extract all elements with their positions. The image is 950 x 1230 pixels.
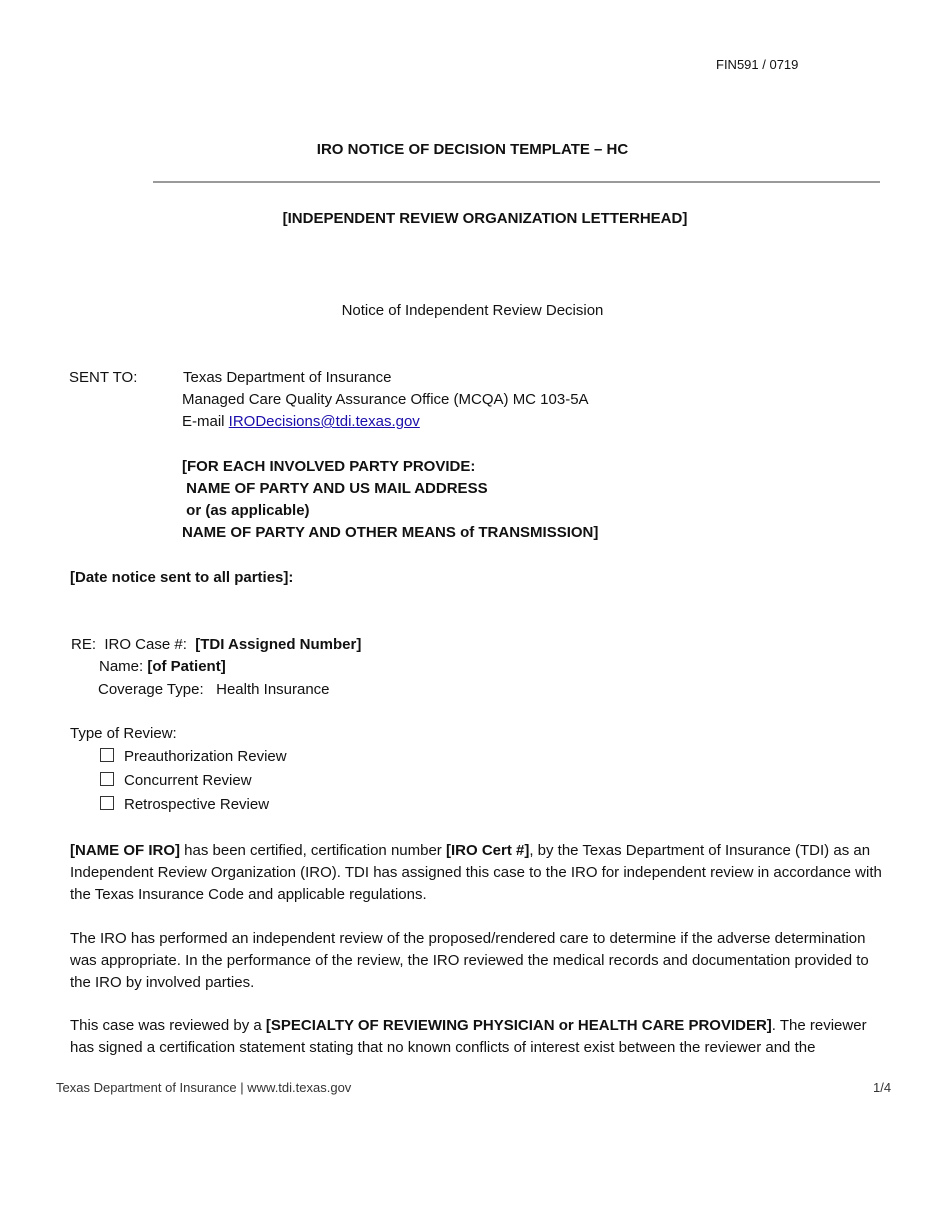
review-option-label: Concurrent Review: [124, 772, 252, 789]
re-name-line: [99, 656, 226, 678]
checkbox-retrospective[interactable]: [100, 796, 114, 810]
paragraph-text: . The reviewer has signed a certification statement stating that no known conflicts of interest exist between the reviewer and the: [70, 1017, 867, 1056]
sent-to-line-2: Managed Care Quality Assurance Office (MCQA) MC 103-5A: [182, 391, 589, 408]
re-name-value: [of Patient]: [147, 658, 226, 675]
page-number: 1/4: [873, 1080, 892, 1095]
paragraph-review-performed: The IRO has performed an independent review of the proposed/rendered care to determine if the adverse determination was appropriate. In the performance of the review, the IRO reviewed the medical records and documentation provided to the IRO by involved parties.: [70, 930, 869, 991]
sent-to-email-line: [182, 411, 420, 433]
email-link[interactable]: IRODecisions@tdi.texas.gov: [228, 413, 420, 430]
form-id: FIN591 / 0719: [716, 57, 799, 72]
paragraph-text: , by the Texas Department of Insurance (TDI) as an Independent Review Organization (IRO). TDI has assigned this case to the IRO for independent review in accordance with the Texas Insurance Code and applicable regulations.: [70, 842, 882, 903]
party-line-1: [FOR EACH INVOLVED PARTY PROVIDE:: [182, 458, 476, 475]
re-name-label: Name:: [99, 658, 148, 675]
title-divider: [153, 181, 880, 183]
re-case-value: [TDI Assigned Number]: [195, 636, 362, 653]
review-option-retrospective[interactable]: [100, 794, 269, 816]
paragraph-text: has been certified, certification number: [180, 842, 446, 859]
sent-to-line-1: Texas Department of Insurance: [183, 369, 392, 386]
review-option-label: Retrospective Review: [124, 796, 270, 813]
specialty-placeholder: [SPECIALTY OF REVIEWING PHYSICIAN or HEALTH CARE PROVIDER]: [265, 1017, 772, 1034]
re-case-label: RE: IRO Case #:: [71, 636, 196, 653]
party-line-3: or (as applicable): [182, 502, 310, 519]
checkbox-preauthorization[interactable]: [100, 748, 114, 762]
iro-cert-placeholder: [IRO Cert #]: [445, 842, 530, 859]
re-coverage-label: Coverage Type:: [98, 681, 217, 698]
checkbox-concurrent[interactable]: [100, 772, 114, 786]
iro-name-placeholder: [NAME OF IRO]: [70, 842, 180, 859]
date-notice-label: [Date notice sent to all parties]:: [70, 569, 294, 586]
re-coverage-value: Health Insurance: [216, 681, 330, 698]
re-case-line: [71, 634, 361, 656]
party-line-4: NAME OF PARTY AND OTHER MEANS of TRANSMISSION]: [182, 524, 599, 541]
paragraph-reviewer: [70, 1015, 885, 1059]
party-line-2: NAME OF PARTY AND US MAIL ADDRESS: [182, 480, 488, 497]
paragraph-certification: [70, 840, 885, 906]
review-option-preauthorization[interactable]: [100, 746, 287, 768]
notice-heading: Notice of Independent Review Decision: [341, 302, 604, 319]
paragraph-text: This case was reviewed by a: [70, 1017, 266, 1034]
re-coverage-line: [98, 679, 330, 701]
sent-to-label: SENT TO:: [69, 369, 138, 386]
review-type-label: Type of Review:: [70, 725, 177, 742]
footer-agency: Texas Department of Insurance | www.tdi.texas.gov: [56, 1080, 352, 1095]
email-label: E-mail: [182, 413, 229, 430]
review-option-concurrent[interactable]: [100, 770, 252, 792]
letterhead-placeholder: [INDEPENDENT REVIEW ORGANIZATION LETTERHEAD]: [282, 210, 688, 227]
review-option-label: Preauthorization Review: [124, 748, 287, 765]
document-title: IRO NOTICE OF DECISION TEMPLATE – HC: [316, 141, 629, 158]
